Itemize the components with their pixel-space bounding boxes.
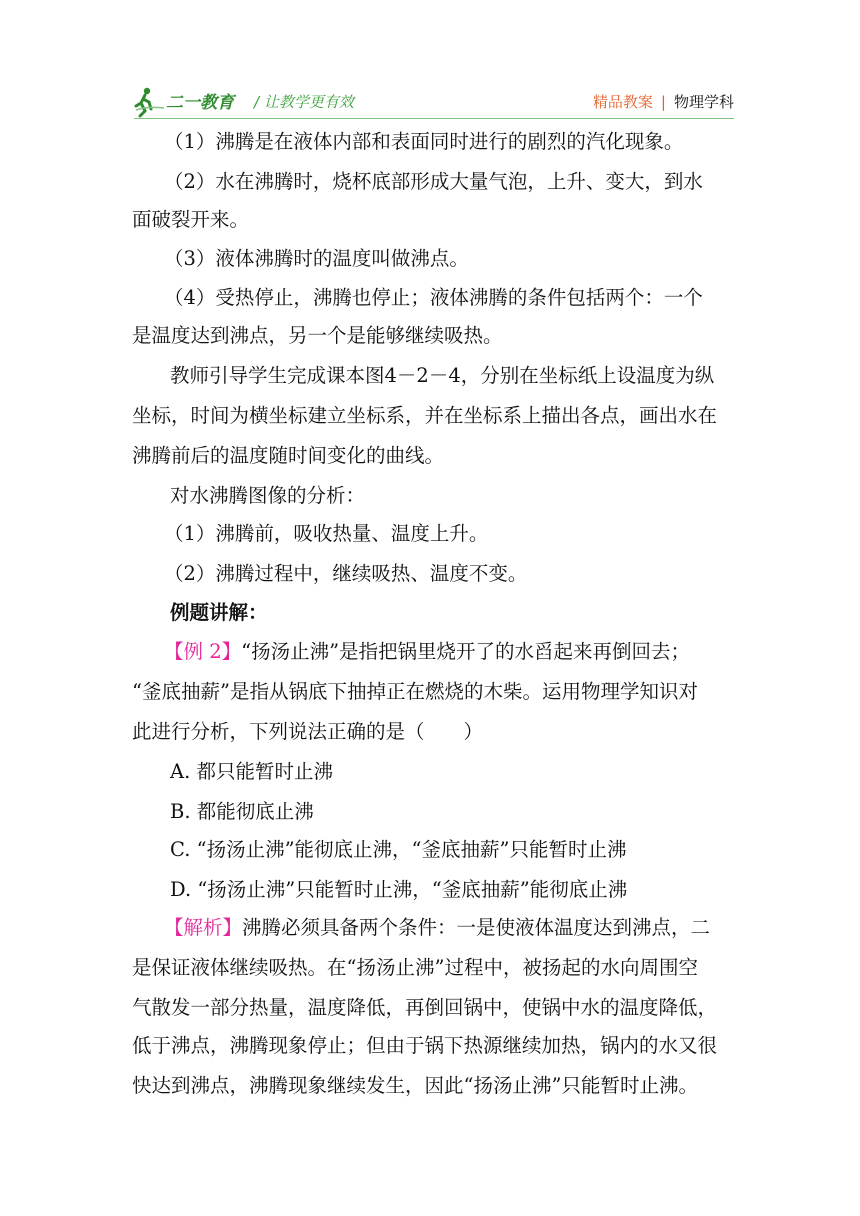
header-right <box>593 91 734 112</box>
analysis-line: 气散发一部分热量，温度降低，再倒回锅中，使锅中水的温度降低， <box>132 996 718 1019</box>
text-line: 坐标，时间为横坐标建立坐标系，并在坐标系上描出各点，画出水在 <box>132 404 718 427</box>
text-line: （1）沸腾前，吸收热量、温度上升。 <box>164 522 489 545</box>
option-a: A. 都只能暂时止沸 <box>170 760 333 783</box>
logo <box>134 84 246 118</box>
example-tag: 【例 2】 <box>164 640 242 663</box>
text-line: （2）水在沸腾时，烧杯底部形成大量气泡，上升、变大，到水 <box>164 170 703 193</box>
analysis-line: 低于沸点，沸腾现象停止；但由于锅下热源继续加热，锅内的水又很 <box>132 1034 718 1057</box>
text-line: （3）液体沸腾时的温度叫做沸点。 <box>164 247 469 270</box>
runner-icon <box>136 88 164 116</box>
example-line: “釜底抽薪”是指从锅底下抽掉正在燃烧的木柴。运用物理学知识对 <box>132 680 698 703</box>
analysis-line: 快达到沸点，沸腾现象继续发生，因此“扬汤止沸”只能暂时止沸。 <box>132 1074 698 1097</box>
header-label: 精品教案 <box>592 93 653 111</box>
analysis-line: 是保证液体继续吸热。在“扬汤止沸”过程中，被扬起的水向周围空 <box>132 956 698 979</box>
option-d: D. “扬汤止沸”只能暂时止沸，“釜底抽薪”能彻底止沸 <box>170 878 628 901</box>
page-header <box>134 84 734 120</box>
example-line <box>164 642 768 662</box>
analysis-tag: 【解析】 <box>164 916 243 939</box>
text-line: 沸腾前后的温度随时间变化的曲线。 <box>132 444 445 467</box>
option-b: B. 都能彻底止沸 <box>170 800 314 823</box>
option-c: C. “扬汤止沸”能彻底止沸，“釜底抽薪”只能暂时止沸 <box>170 838 627 861</box>
text-line: （4）受热停止，沸腾也停止；液体沸腾的条件包括两个：一个 <box>164 286 703 309</box>
header-subject: 物理学科 <box>673 93 734 111</box>
text-line: 教师引导学生完成课本图4－2－4，分别在坐标纸上设温度为纵 <box>170 364 715 387</box>
text-line: 面破裂开来。 <box>132 208 250 231</box>
text-line: 对水沸腾图像的分析： <box>170 484 366 507</box>
header-divider <box>134 118 734 119</box>
analysis-line <box>164 918 768 938</box>
slogan: / 让教学更有效 <box>254 93 354 111</box>
text-line: 是温度达到沸点，另一个是能够继续吸热。 <box>132 324 503 347</box>
section-heading: 例题讲解： <box>170 601 268 624</box>
analysis-text: 沸腾必须具备两个条件：一是使液体温度达到沸点，二 <box>242 916 711 939</box>
header-separator: | <box>660 93 666 111</box>
logo-text: 二一教育 <box>166 93 234 113</box>
example-text: “扬汤止沸”是指把锅里烧开了的水舀起来再倒回去； <box>241 640 691 663</box>
example-line: 此进行分析，下列说法正确的是（ ） <box>132 720 484 743</box>
text-line: （1）沸腾是在液体内部和表面同时进行的剧烈的汽化现象。 <box>164 130 684 153</box>
text-line: （2）沸腾过程中，继续吸热、温度不变。 <box>164 562 528 585</box>
